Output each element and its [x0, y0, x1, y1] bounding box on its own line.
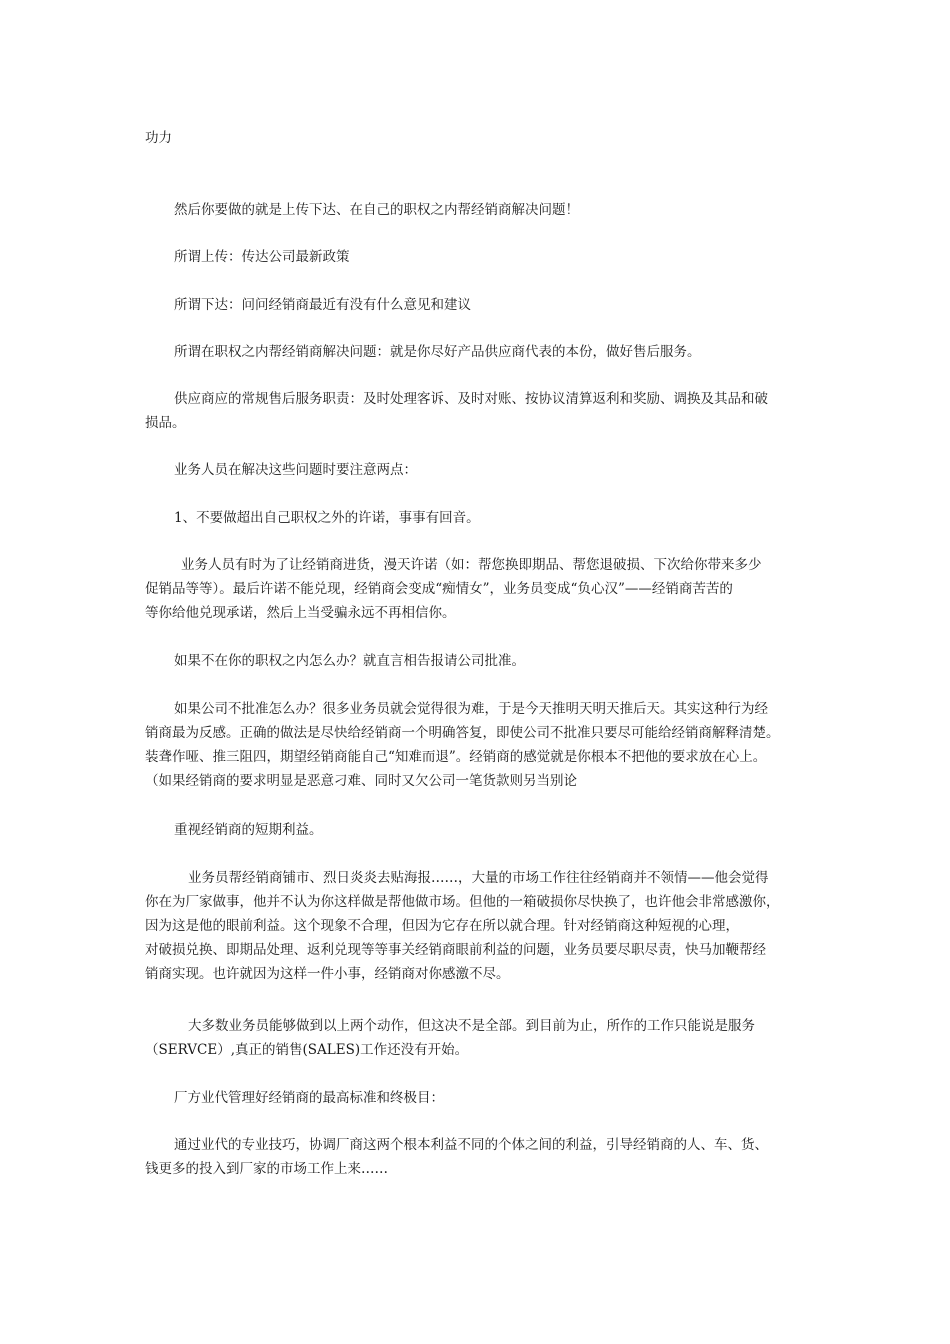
paragraph — [145, 1014, 813, 1062]
text-line: （SERVCE）,真正的销售(SALES)工作还没有开始。 — [145, 1042, 469, 1058]
text-line: 业务员帮经销商铺市、烈日炎炎去贴海报……，大量的市场工作往往经销商并不领情——他会觉得 — [188, 870, 769, 886]
paragraph — [145, 245, 813, 269]
text-line: 业务人员在解决这些问题时要注意两点： — [174, 462, 417, 478]
text-line: 对破损兑换、即期品处理、返利兑现等等事关经销商眼前利益的问题，业务员要尽职尽责，快马加鞭帮经 — [145, 942, 766, 958]
heading-text — [145, 126, 813, 150]
text-line: 所谓在职权之内帮经销商解决问题：就是你尽好产品供应商代表的本份，做好售后服务。 — [174, 344, 701, 360]
text-line: 钱更多的投入到厂家的市场工作上来…… — [145, 1161, 388, 1177]
paragraph — [145, 293, 813, 317]
text-line: 大多数业务员能够做到以上两个动作，但这决不是全部。到目前为止，所作的工作只能说是服务 — [188, 1018, 755, 1034]
text-line: 1、不要做超出自己职权之外的许诺，事事有回音。 — [174, 510, 480, 526]
text-line: 因为这是他的眼前利益。这个现象不合理，但因为它存在所以就合理。针对经销商这种短视的心理， — [145, 918, 739, 934]
text-line: 通过业代的专业技巧，协调厂商这两个根本利益不同的个体之间的利益，引导经销商的人、车、货、 — [174, 1137, 768, 1153]
text-line: 如果不在你的职权之内怎么办？就直言相告报请公司批准。 — [174, 653, 525, 669]
paragraph — [145, 458, 813, 482]
text-line: 损品。 — [145, 415, 186, 431]
text-line: 然后你要做的就是上传下达、在自己的职权之内帮经销商解决问题！ — [174, 202, 579, 218]
text-line: 装聋作哑、推三阻四，期望经销商能自己“知难而退”。经销商的感觉就是你根本不把他的要求放在心上。 — [145, 749, 767, 765]
text-line: 厂方业代管理好经销商的最高标准和终极目： — [174, 1090, 444, 1106]
paragraph — [145, 1086, 813, 1110]
paragraph — [145, 1133, 813, 1181]
paragraph — [145, 553, 813, 625]
paragraph — [145, 818, 813, 842]
text-line: 功力 — [145, 130, 172, 146]
text-line: 等你给他兑现承诺，然后上当受骗永远不再相信你。 — [145, 605, 456, 621]
text-line: 所谓上传：传达公司最新政策 — [174, 249, 350, 265]
text-line: 销商实现。也许就因为这样一件小事，经销商对你感激不尽。 — [145, 966, 510, 982]
text-line: （如果经销商的要求明显是恶意刁难、同时又欠公司一笔货款则另当别论 — [145, 773, 577, 789]
text-line: 业务人员有时为了让经销商进货，漫天许诺（如：帮您换即期品、帮您退破损、下次给你带来多少 — [181, 557, 762, 573]
paragraph — [145, 697, 813, 793]
text-line: 促销品等等）。最后许诺不能兑现，经销商会变成“痴情女”，业务员变成“负心汉”——经销商苦苦的 — [145, 581, 733, 597]
text-line: 供应商应的常规售后服务职责：及时处理客诉、及时对账、按协议清算返利和奖励、调换及其品和破 — [174, 391, 768, 407]
paragraph — [145, 506, 813, 530]
text-line: 销商最为反感。正确的做法是尽快给经销商一个明确答复，即使公司不批准只要尽可能给经销商解释清楚。 — [145, 725, 780, 741]
paragraph — [145, 387, 813, 435]
text-line: 你在为厂家做事，他并不认为你这样做是帮他做市场。但他的一箱破损你尽快换了，也许他会非常感激你， — [145, 894, 780, 910]
paragraph — [145, 340, 813, 364]
paragraph — [145, 649, 813, 673]
text-line: 所谓下达：问问经销商最近有没有什么意见和建议 — [174, 297, 471, 313]
text-line: 重视经销商的短期利益。 — [174, 822, 323, 838]
text-line: 如果公司不批准怎么办？很多业务员就会觉得很为难，于是今天推明天明天推后天。其实这种行为经 — [174, 701, 768, 717]
paragraph — [145, 866, 813, 986]
paragraph — [145, 198, 813, 222]
